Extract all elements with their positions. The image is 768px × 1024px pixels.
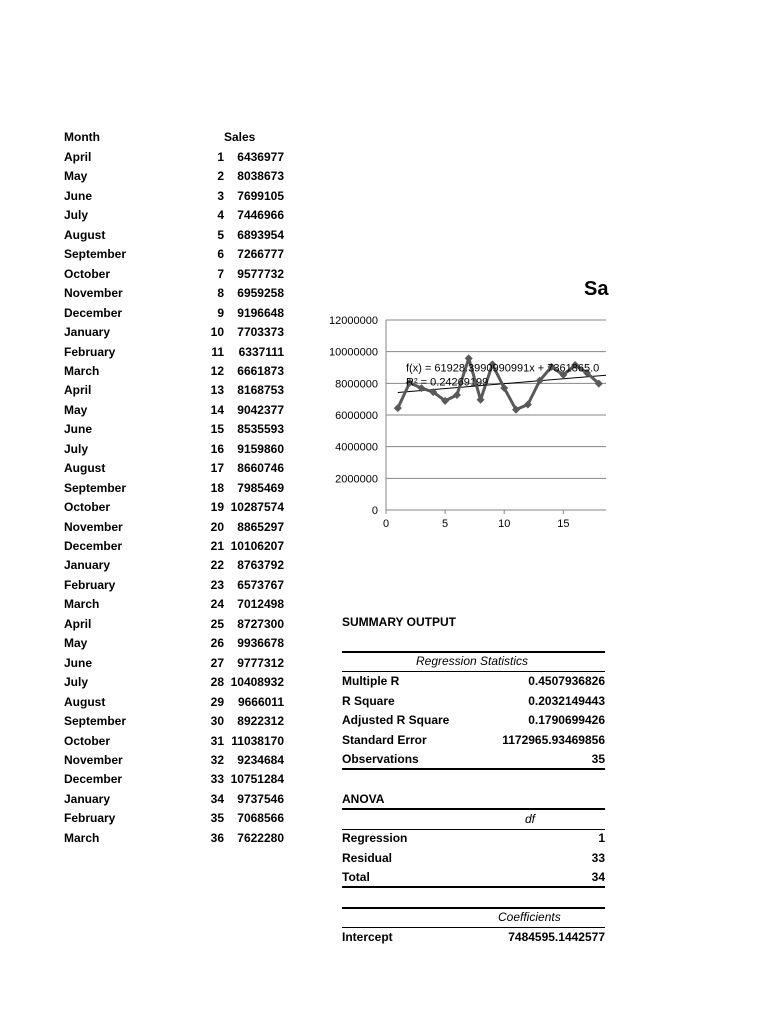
y-tick-label: 6000000 (335, 410, 378, 422)
column-header-sales[interactable]: Sales (224, 130, 256, 144)
sales-cell: 8168753 (237, 383, 284, 398)
index-cell: 33 (210, 772, 224, 787)
month-cell: February (64, 344, 116, 359)
table-rule (342, 886, 605, 888)
summary-value: 1 (598, 831, 605, 845)
sales-cell: 7068566 (237, 811, 284, 826)
table-row[interactable] (64, 403, 284, 423)
y-tick-label: 4000000 (335, 441, 378, 454)
month-cell: June (64, 655, 93, 670)
table-row[interactable] (64, 753, 284, 773)
index-cell: 13 (210, 383, 224, 398)
column-header-month[interactable]: Month (64, 130, 100, 144)
sales-cell: 8660746 (237, 461, 284, 476)
summary-value: 7484595.1442577 (508, 930, 605, 944)
index-cell: 16 (210, 441, 224, 456)
index-cell: 18 (210, 480, 224, 495)
table-row[interactable] (64, 597, 284, 617)
index-cell: 36 (210, 830, 224, 845)
table-row[interactable] (64, 734, 284, 754)
summary-label: Standard Error (342, 732, 427, 747)
index-cell: 12 (210, 363, 224, 378)
summary-value: 33 (591, 850, 605, 865)
sales-cell: 10106207 (230, 539, 284, 553)
index-cell: 2 (217, 169, 224, 184)
sales-cell: 9234684 (237, 752, 284, 767)
month-cell: June (64, 188, 93, 203)
month-cell: February (64, 811, 116, 826)
index-cell: 8 (217, 286, 224, 301)
table-row[interactable] (64, 578, 284, 598)
month-cell: March (64, 597, 100, 612)
summary-row[interactable] (342, 851, 605, 871)
sales-cell: 8865297 (237, 519, 284, 534)
table-rule (342, 651, 605, 653)
summary-row[interactable] (342, 831, 605, 851)
table-row[interactable] (64, 383, 284, 403)
chart-title: Sa (584, 278, 609, 300)
sales-cell: 6436977 (237, 150, 284, 164)
index-cell: 24 (210, 597, 224, 612)
table-row[interactable] (64, 617, 284, 637)
month-cell: July (64, 208, 89, 223)
index-cell: 5 (217, 227, 224, 242)
table-row[interactable] (64, 675, 284, 695)
month-cell: February (64, 577, 116, 592)
table-row[interactable] (64, 189, 284, 209)
data-point (477, 396, 485, 404)
index-cell: 4 (217, 208, 224, 223)
table-row[interactable] (64, 286, 284, 306)
index-cell: 31 (210, 733, 224, 748)
sales-cell: 9159860 (237, 441, 284, 456)
sales-cell: 6573767 (237, 577, 284, 592)
table-row[interactable] (64, 656, 284, 676)
index-cell: 17 (210, 461, 224, 476)
month-cell: December (64, 305, 123, 320)
y-tick-label: 12000000 (329, 315, 378, 327)
summary-row[interactable] (342, 733, 605, 753)
table-row[interactable] (64, 811, 284, 831)
sales-cell: 8922312 (237, 714, 284, 729)
month-cell: May (64, 169, 88, 184)
month-cell: September (64, 714, 127, 729)
month-cell: May (64, 636, 88, 651)
index-cell: 20 (210, 519, 224, 534)
table-row[interactable] (64, 247, 284, 267)
month-cell: August (64, 694, 106, 709)
month-cell: November (64, 752, 123, 767)
sales-cell: 7699105 (237, 188, 284, 203)
index-cell: 30 (210, 714, 224, 729)
index-cell: 6 (217, 247, 224, 262)
coefficients-header: Coefficients (498, 910, 561, 924)
summary-title: SUMMARY OUTPUT (342, 615, 456, 629)
table-row[interactable] (64, 306, 284, 326)
month-cell: November (64, 519, 123, 534)
table-row[interactable] (64, 364, 284, 384)
sales-cell: 8727300 (237, 616, 284, 631)
data-point (465, 354, 473, 362)
index-cell: 34 (210, 791, 224, 806)
summary-label: Total (342, 870, 370, 885)
summary-row[interactable] (342, 694, 605, 714)
x-tick-label: 10 (498, 518, 511, 530)
sales-cell: 9936678 (237, 636, 284, 651)
table-row[interactable] (64, 695, 284, 715)
summary-value: 35 (591, 752, 605, 767)
table-rule (342, 808, 605, 810)
table-row[interactable] (64, 442, 284, 462)
anova-title: ANOVA (342, 792, 385, 806)
table-row[interactable] (64, 150, 284, 170)
index-cell: 27 (210, 655, 224, 670)
index-cell: 35 (210, 811, 224, 826)
month-cell: December (64, 539, 123, 553)
summary-value: 0.4507936826 (528, 674, 605, 688)
index-cell: 19 (210, 500, 224, 515)
x-tick-label: 5 (442, 518, 449, 530)
index-cell: 25 (210, 616, 224, 631)
summary-label: Regression (342, 831, 408, 845)
month-cell: October (64, 500, 111, 515)
index-cell: 3 (217, 188, 224, 203)
table-row[interactable] (64, 714, 284, 734)
table-row[interactable] (64, 792, 284, 812)
sales-cell: 9042377 (237, 402, 284, 417)
sales-cell: 7266777 (237, 247, 284, 262)
sales-cell: 8535593 (237, 422, 284, 437)
table-row[interactable] (64, 636, 284, 656)
table-row[interactable] (64, 520, 284, 540)
table-row[interactable] (64, 461, 284, 481)
summary-row[interactable] (342, 674, 605, 694)
summary-label: Intercept (342, 930, 393, 944)
table-rule (342, 927, 605, 928)
y-tick-label: 2000000 (335, 473, 378, 486)
index-cell: 9 (217, 305, 224, 320)
month-cell: June (64, 422, 93, 437)
sales-cell: 7012498 (237, 597, 284, 612)
sales-cell: 9737546 (237, 791, 284, 806)
index-cell: 26 (210, 636, 224, 651)
month-cell: May (64, 402, 88, 417)
summary-value: 0.2032149443 (528, 693, 605, 708)
sales-cell: 9777312 (237, 655, 284, 670)
sales-cell: 10751284 (230, 772, 284, 787)
summary-label: Observations (342, 752, 419, 767)
y-tick-label: 0 (371, 505, 378, 517)
table-row[interactable] (64, 831, 284, 851)
month-cell: March (64, 830, 100, 845)
summary-value: 0.1790699426 (528, 713, 605, 728)
index-cell: 29 (210, 694, 224, 709)
sales-cell: 9196648 (237, 305, 284, 320)
month-cell: July (64, 675, 89, 690)
index-cell: 1 (217, 150, 224, 164)
table-row[interactable] (64, 208, 284, 228)
table-row[interactable] (64, 558, 284, 578)
summary-label: R Square (342, 693, 395, 708)
month-cell: January (64, 558, 111, 573)
sales-cell: 8038673 (237, 169, 284, 184)
table-row[interactable] (64, 325, 284, 345)
month-cell: March (64, 363, 100, 378)
summary-value: 34 (591, 870, 605, 885)
index-cell: 22 (210, 558, 224, 573)
x-tick-label: 15 (557, 518, 570, 530)
month-cell: September (64, 480, 127, 495)
summary-label: Multiple R (342, 674, 400, 688)
anova-df-header: df (525, 812, 536, 826)
y-tick-label: 10000000 (329, 346, 378, 359)
sales-cell: 9577732 (237, 266, 284, 281)
month-cell: April (64, 616, 92, 631)
index-cell: 28 (210, 675, 224, 690)
month-cell: January (64, 791, 111, 806)
x-tick-label: 0 (382, 518, 390, 530)
sales-cell: 7703373 (237, 325, 284, 340)
summary-value: 1172965.93469856 (502, 732, 605, 747)
month-cell: September (64, 247, 127, 262)
sales-cell: 8763792 (237, 558, 284, 573)
summary-label: Residual (342, 850, 393, 865)
sales-cell: 6893954 (237, 227, 284, 242)
index-cell: 23 (210, 577, 224, 592)
sales-chart[interactable] (316, 270, 609, 540)
month-cell: August (64, 461, 106, 476)
trendline-equation: f(x) = 61928.3990990991x + 7361865.0 (406, 362, 600, 375)
month-cell: April (64, 383, 92, 398)
table-row[interactable] (64, 500, 284, 520)
table-rule (342, 768, 605, 770)
sales-cell: 10287574 (230, 500, 284, 515)
index-cell: 32 (210, 752, 224, 767)
month-cell: April (64, 150, 92, 164)
table-row[interactable] (64, 169, 284, 189)
index-cell: 21 (210, 539, 224, 553)
summary-row[interactable] (342, 930, 605, 950)
sales-cell: 11038170 (231, 733, 284, 748)
month-cell: October (64, 733, 111, 748)
month-cell: July (64, 441, 89, 456)
table-rule (342, 671, 605, 672)
table-row[interactable] (64, 267, 284, 287)
index-cell: 11 (211, 344, 224, 359)
month-cell: August (64, 227, 106, 242)
table-row[interactable] (64, 422, 284, 442)
month-cell: January (64, 325, 111, 340)
month-cell: October (64, 266, 111, 281)
index-cell: 10 (210, 325, 224, 340)
table-row[interactable] (64, 772, 284, 792)
sales-cell: 7622280 (237, 830, 284, 845)
index-cell: 14 (210, 402, 224, 417)
y-tick-label: 8000000 (335, 378, 378, 391)
sales-cell: 6661873 (237, 363, 284, 378)
table-rule (342, 907, 605, 909)
trendline-r2: R² = 0.24269199 (406, 376, 489, 389)
chart-svg (316, 270, 609, 540)
month-cell: December (64, 772, 123, 787)
sales-cell: 6959258 (237, 286, 284, 301)
regression-stats-header: Regression Statistics (416, 654, 529, 668)
table-row[interactable] (64, 345, 284, 365)
index-cell: 7 (217, 266, 224, 281)
summary-label: Adjusted R Square (342, 713, 450, 728)
table-row[interactable] (64, 228, 284, 248)
sales-cell: 7985469 (237, 480, 284, 495)
sales-cell: 10408932 (230, 675, 284, 690)
summary-row[interactable] (342, 713, 605, 733)
sales-cell: 9666011 (237, 694, 284, 709)
table-row[interactable] (64, 539, 284, 559)
sales-cell: 7446966 (237, 208, 284, 223)
index-cell: 15 (210, 422, 224, 437)
sales-cell: 6337111 (238, 344, 284, 359)
table-row[interactable] (64, 481, 284, 501)
month-cell: November (64, 286, 123, 301)
table-rule (342, 829, 605, 830)
